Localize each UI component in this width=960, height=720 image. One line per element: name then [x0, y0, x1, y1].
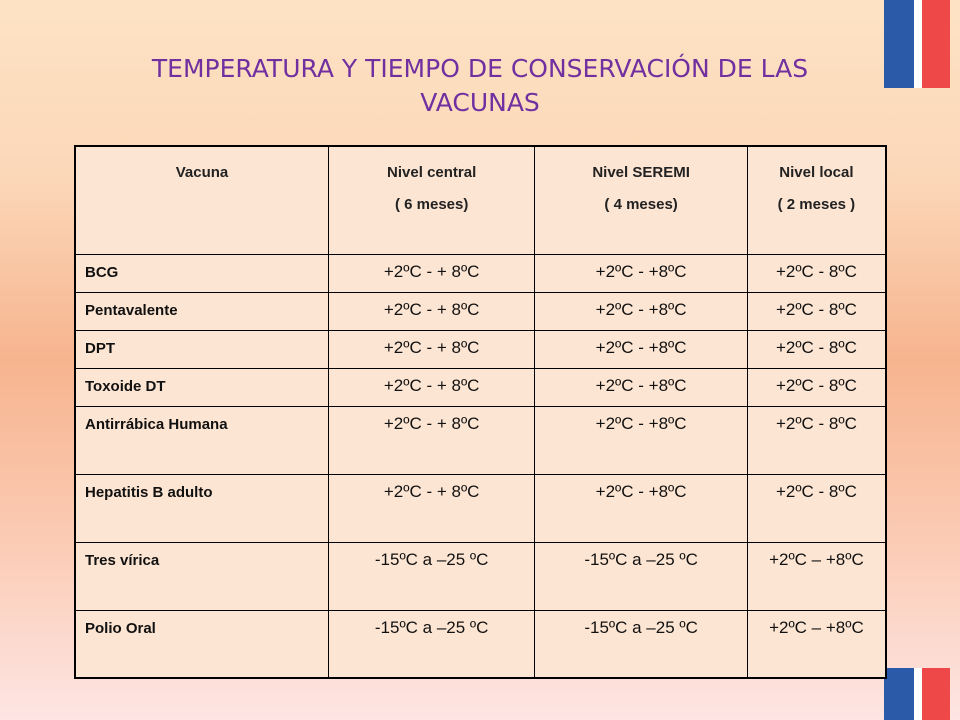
cell-seremi: -15ºC a –25 ºC [535, 610, 747, 678]
table-header-row [75, 146, 886, 254]
cell-seremi: +2ºC - +8ºC [535, 406, 747, 474]
cell-name: BCG [75, 254, 328, 292]
cell-local: +2ºC – +8ºC [747, 610, 886, 678]
cell-name: Hepatitis B adulto [75, 474, 328, 542]
header-nivel-central: Nivel central ( 6 meses) [328, 146, 534, 254]
cell-name: Pentavalente [75, 292, 328, 330]
flag-decoration-bottom [884, 668, 950, 720]
cell-local: +2ºC - 8ºC [747, 330, 886, 368]
table-row [75, 474, 886, 542]
cell-seremi: +2ºC - +8ºC [535, 368, 747, 406]
table-row [75, 406, 886, 474]
table-row [75, 610, 886, 678]
header-nivel-seremi: Nivel SEREMI ( 4 meses) [535, 146, 747, 254]
cell-local: +2ºC - 8ºC [747, 292, 886, 330]
cell-name: Toxoide DT [75, 368, 328, 406]
cell-central: +2ºC - + 8ºC [328, 330, 534, 368]
vaccine-table [74, 145, 887, 679]
slide-title: TEMPERATURA Y TIEMPO DE CONSERVACIÓN DE LAS VACUNAS [151, 54, 809, 117]
cell-seremi: +2ºC - +8ºC [535, 474, 747, 542]
cell-seremi: +2ºC - +8ºC [535, 330, 747, 368]
table-row [75, 542, 886, 610]
cell-central: -15ºC a –25 ºC [328, 542, 534, 610]
flag-decoration-top [884, 0, 950, 88]
cell-central: +2ºC - + 8ºC [328, 368, 534, 406]
cell-central: +2ºC - + 8ºC [328, 254, 534, 292]
cell-local: +2ºC – +8ºC [747, 542, 886, 610]
cell-local: +2ºC - 8ºC [747, 406, 886, 474]
cell-central: +2ºC - + 8ºC [328, 292, 534, 330]
table-row [75, 254, 886, 292]
table-row [75, 330, 886, 368]
table-row [75, 368, 886, 406]
cell-local: +2ºC - 8ºC [747, 368, 886, 406]
cell-central: -15ºC a –25 ºC [328, 610, 534, 678]
cell-name: DPT [75, 330, 328, 368]
cell-seremi: -15ºC a –25 ºC [535, 542, 747, 610]
header-nivel-local: Nivel local ( 2 meses ) [747, 146, 886, 254]
cell-name: Antirrábica Humana [75, 406, 328, 474]
cell-seremi: +2ºC - +8ºC [535, 254, 747, 292]
cell-seremi: +2ºC - +8ºC [535, 292, 747, 330]
cell-name: Tres vírica [75, 542, 328, 610]
header-vacuna: Vacuna [75, 146, 328, 254]
cell-name: Polio Oral [75, 610, 328, 678]
cell-local: +2ºC - 8ºC [747, 474, 886, 542]
cell-local: +2ºC - 8ºC [747, 254, 886, 292]
table-row [75, 292, 886, 330]
cell-central: +2ºC - + 8ºC [328, 474, 534, 542]
cell-central: +2ºC - + 8ºC [328, 406, 534, 474]
